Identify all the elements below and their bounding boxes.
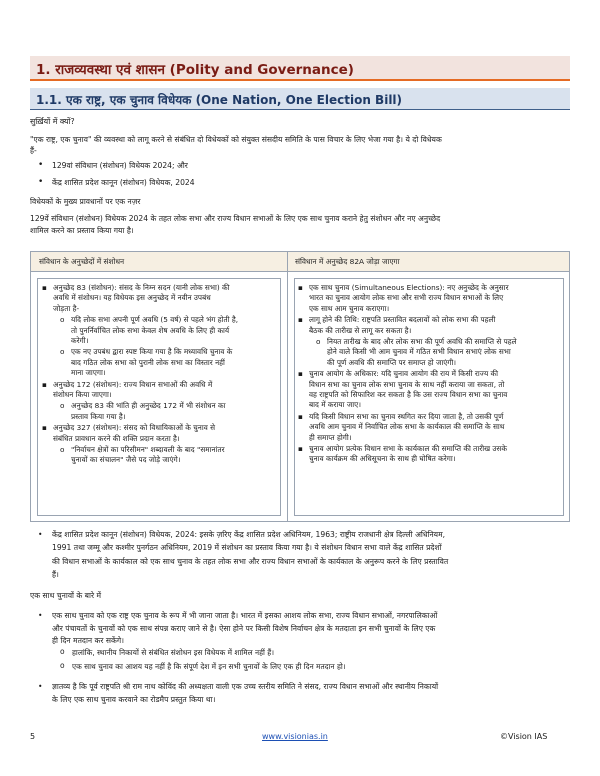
table-subitem-line: माना जाएगा।	[71, 368, 106, 378]
bullet-marker: •	[38, 611, 43, 620]
paragraph-line: ज्ञातव्य है कि पूर्व राष्ट्रपति श्री राम नाथ कोविंद की अध्यक्षता वाली एक उच्च स्तरीय समिति ने संसद, राज्य विधान सभाओं और स्थानीय निकायों •	[38, 682, 439, 691]
bullet-marker: ▪	[298, 411, 303, 421]
table-bullet-line: एक साथ आम चुनाव कराएगा।	[309, 303, 390, 313]
bullet-marker: ▪	[42, 379, 47, 389]
paragraph-line: की विधान सभाओं के कार्यकाल को एक साथ चुनाव के तहत लोक सभा और राज्य विधान सभाओं के कार्यकाल के अनुरूप करने के लिए प्रस्तावित	[52, 556, 449, 566]
paragraph-line: एक साथ चुनाव को एक राष्ट्र एक चुनाव के रूप में भी जाना जाता है। भारत में इसका आशय लोक सभा, राज्य विधान सभाओं, नगरपालिकाओं •	[38, 611, 438, 620]
table-bullet-line: एक साथ चुनाव (Simultaneous Elections): नए अनुच्छेद के अनुसार ▪	[298, 283, 509, 292]
table-subitem-line: चुनावों का संचालन" जैसे पद जोड़े जाएंगे।	[71, 455, 181, 465]
page-number: 5	[30, 732, 36, 741]
table-bullet-line: बाद में कराया जाए।	[309, 400, 361, 410]
table-bullet-line: संशोधन किया जाएगा।	[53, 390, 112, 399]
table-bullet-line: अवधि आम चुनाव में निर्वाचित लोक सभा के कार्यकाल की समाप्ति के साथ	[309, 422, 505, 432]
bullet-marker: •	[38, 682, 43, 691]
table-bullet-line: चुनाव आयोग प्रत्येक विधान सभा के कार्यकाल की समाप्ति की तारीख उसके ▪	[298, 444, 507, 453]
bullet-marker: ▪	[298, 444, 303, 453]
table-subitem-line: अनुच्छेद 83 की भांति ही अनुच्छेद 172 में भी संशोधन का o	[60, 401, 226, 411]
table-col2-header: संविधान में अनुच्छेद 82A जोड़ा जाएगा	[295, 257, 400, 266]
table-bullet-line: बैठक की तारीख से लागू कर सकता है।	[309, 325, 412, 335]
circle-marker: o	[60, 401, 65, 411]
table-subitem-line: करेगी।	[71, 336, 89, 345]
circle-marker: o	[316, 337, 321, 346]
bill129-line1: 129वें संविधान (संशोधन) विधेयक 2024 के तहत लोक सभा और राज्य विधान सभाओं के लिए एक साथ चुनाव कराने हेतु संशोधन और नए अनुच्छेद	[30, 214, 441, 223]
why-paragraph-line2: हैं-	[30, 146, 37, 155]
table-subitem-line: यदि लोक सभा अपनी पूर्ण अवधि (5 वर्ष) से पहले भंग होती है, o	[60, 315, 239, 325]
circle-marker: o	[60, 445, 65, 454]
website-link[interactable]: www.visionias.in	[262, 732, 328, 741]
paragraph-line: के लिए एक साथ चुनाव करवाने का रोडमैप प्रस्तुत किया था।	[52, 694, 216, 704]
circle-marker: o	[60, 347, 65, 357]
why-paragraph-line1: "एक राष्ट्र, एक चुनाव" की व्यवस्था को लागू करने से संबंधित दो विधेयकों को संयुक्त संसदीय समिति के पास विचार के लिए भेजा गया है। ये दो विधेयक	[30, 135, 442, 144]
table-bullet-line: अनुच्छेद 83 (संशोधन): संसद के निम्न सदन (यानी लोक सभा) की ▪	[42, 283, 230, 292]
bullet-marker: ▪	[298, 369, 303, 379]
about-heading: एक साथ चुनावों के बारे में	[30, 591, 102, 600]
table-bullet-line: भारत का चुनाव आयोग लोक सभा और सभी राज्य विधान सभाओं के लिए	[309, 293, 504, 303]
table-subitem-line: नियत तारीख के बाद और लोक सभा की पूर्ण अवधि की समाप्ति से पहले o	[316, 337, 517, 346]
why-heading: सुर्ख़ियों में क्यों?	[30, 117, 75, 126]
bill129-line2: शामिल करने का प्रस्ताव किया गया है।	[30, 226, 134, 235]
table-bullet-line: वह राष्ट्रपति को सिफारिश कर सकता है कि उस राज्य विधान सभा का चुनाव	[309, 390, 508, 399]
table-subitem-line: तो पुनर्निर्वाचित लोक सभा केवल शेष अवधि के लिए ही कार्य	[71, 325, 230, 335]
table-subitem-line: होने वाले किसी भी आम चुनाव में गठित सभी विधान सभाएं लोक सभा	[327, 347, 511, 357]
bill-item: • 129वां संविधान (संशोधन) विधेयक 2024; और	[52, 160, 188, 171]
bill-item: • केंद्र शासित प्रदेश कानून (संशोधन) विधेयक, 2024	[52, 177, 195, 188]
paragraph-line: हैं।	[52, 570, 59, 580]
about-sub-item: o एक साथ चुनाव का आशय यह नहीं है कि संपूर्ण देश में इन सभी चुनावों के लिए एक ही दिन मतदान हो।	[72, 662, 346, 673]
table-subitem-line: बाद गठित लोक सभा को पुरानी लोक सभा का विस्तार नहीं	[71, 357, 225, 367]
bullet-marker: •	[38, 530, 43, 539]
paragraph-line: 1991 तथा जम्मू और कश्मीर पुनर्गठन अधिनियम, 2019 में संशोधन का प्रस्ताव किया गया है। ये संशोधन विधान सभा वाले केंद्र शासित प्रदेशों	[52, 543, 442, 553]
table-subitem-line: की पूर्ण अवधि की समाप्ति पर समाप्त हो जाएंगी।	[327, 357, 457, 367]
table-bullet-line: अनुच्छेद 327 (संशोधन): संसद को विधायिकाओं के चुनाव से ▪	[42, 423, 216, 433]
section-subtitle: 1.1. एक राष्ट्र, एक चुनाव विधेयक (One Nation, One Election Bill)	[30, 88, 570, 110]
table-bullet-line: यदि किसी विधान सभा का चुनाव स्थगित कर दिया जाता है, तो उसकी पूर्ण ▪	[298, 411, 504, 421]
table-bullet-line: जोड़ता है-	[53, 303, 80, 313]
table-bullet-line: ही समाप्त होगी।	[309, 432, 352, 442]
provisions-heading: विधेयकों के मुख्य प्रावधानों पर एक नज़र	[30, 197, 141, 206]
table-subitem-line: प्रस्ताव किया गया है।	[71, 411, 126, 421]
paragraph-line: केंद्र शासित प्रदेश कानून (संशोधन) विधेयक, 2024: इसके ज़रिए केंद्र शासित प्रदेश अधिनियम, 1963; राष्ट्रीय राजधानी क्षेत्र दिल्ली अधिनियम, •	[38, 530, 446, 539]
table-col1-header: संविधान के अनुच्छेदों में संशोधन	[39, 257, 125, 266]
bullet-marker: ▪	[298, 315, 303, 325]
circle-marker: o	[60, 315, 65, 325]
table-bullet-line: संबंधित प्रावधान करने की शक्ति प्रदान करता है।	[53, 433, 180, 443]
table-subitem-line: "निर्वाचन क्षेत्रों का परिसीमन" शब्दावली के बाद "समानांतर o	[60, 445, 225, 454]
bullet-marker: ▪	[42, 283, 47, 292]
brand-mark: ©Vision IAS	[500, 732, 548, 741]
bullet-marker: ▪	[42, 423, 47, 433]
section-title: 1. राजव्यवस्था एवं शासन (Polity and Governance)	[30, 56, 570, 81]
table-bullet-line: लागू होने की तिथि: राष्ट्रपति प्रस्तावित बदलावों को लोक सभा की पहली ▪	[298, 315, 496, 325]
table-bullet-line: अवधि में संशोधन। यह विधेयक इस अनुच्छेद में नवीन उपबंध	[53, 293, 211, 303]
table-subitem-line: एक नए उपबंध द्वारा स्पष्ट किया गया है कि मध्यावधि चुनाव के o	[60, 347, 233, 357]
table-column-divider	[287, 252, 288, 521]
paragraph-line: और पंचायतों के चुनावों को एक साथ संपन्न कराए जाने से है। ऐसा होने पर किसी विशेष निर्वाचन क्षेत्र के मतदाता इन सभी चुनावों के लिए एक	[52, 623, 436, 633]
paragraph-line: ही दिन मतदान कर सकेंगे।	[52, 636, 125, 646]
about-sub-item: o हालांकि, स्थानीय निकायों से संबंधित संशोधन इस विधेयक में शामिल नहीं हैं।	[72, 648, 274, 659]
table-bullet-line: चुनाव कार्यक्रम की अधिसूचना के साथ ही घोषित करेगा।	[309, 454, 456, 464]
bullet-marker: ▪	[298, 283, 303, 292]
table-bullet-line: विधान सभा का चुनाव लोक सभा चुनाव के साथ नहीं कराया जा सकता, तो	[309, 379, 505, 389]
table-bullet-line: चुनाव आयोग के अधिकार: यदि चुनाव आयोग की राय में किसी राज्य की ▪	[298, 369, 499, 379]
table-bullet-line: अनुच्छेद 172 (संशोधन): राज्य विधान सभाओं की अवधि में ▪	[42, 379, 213, 389]
amendments-table	[30, 251, 570, 522]
